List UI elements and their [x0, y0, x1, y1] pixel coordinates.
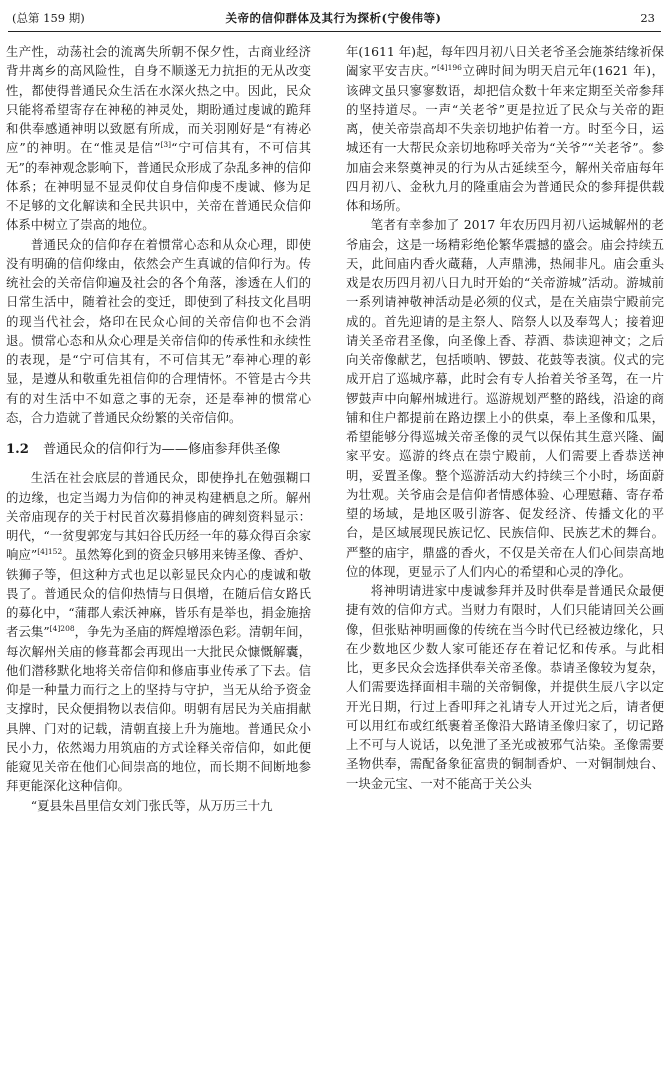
paragraph: 笔者有幸参加了 2017 年农历四月初八运城解州的老爷庙会，这是一场精彩绝伦繁华震撼的盛会。庙会持续五天，此间庙内香火蔵藉，人声鼎沸，热闹非凡。庙会重头戏是农历四月初八日九时开始的“关帝游城”活动。游城前一系列请神敬神活动是必须的仪式，是在关庙崇宁殿前完成的。首先迎请的是主祭人、陪祭人以及奉驾人；接着迎请关圣帝君圣像，向圣像上香、荐酒、恭读迎神文；之后向关帝像献艺，包括唢呐、锣鼓、花鼓等表演。仪式的完成开启了巡城序幕，此时会有专人抬着关爷圣驾，在一片锣鼓声中向解州城进行。巡游规划严整的路线，沿途的商铺和住户都提前在路边摆上小的供桌，奉上圣像和瓜果，希望能够分得巡城关帝圣像的灵气以保佑其生意兴隆、阖家平安。巡游的终点在崇宁殿前，人们需要上香恭送神明，妥置圣像。整个巡游活动大约持续三个小时，场面蔚为壮观。关爷庙会是信仰者情感体验、心理慰藉、寄存希望的场域，是地区吸引游客、促发经济、传播文化的平台，是区域展现民族记忆、民族信仰、民族艺术的舞台。严整的庙宇，鼎盛的香火，不仅是关帝在人们心间崇高地位的体现，更显示了人们内心的希望和心灵的净化。	[346, 217, 664, 579]
running-title: 关帝的信仰群体及其行为探析(宁俊伟等)	[225, 11, 442, 25]
text: 。虽然筹化到的资金只够用来铸圣像、香炉、铁狮子等，但这种方式也足以彰显民众内心的虔诚和敬畏了。普通民众的信仰热情与日俱增，在随后信女路氏的募化中，“蒲郡人索沃神麻，皆乐有是举也，捐金施捨者云集”	[6, 547, 311, 640]
right-column	[346, 42, 664, 793]
citation: [4]152	[37, 547, 63, 557]
text: 立碑时间为明天启元年(1621 年)，该碑文虽只寥寥数语，却把信众数十年来定期至关帝参拜的坚持道尽。一声“关老爷”更是拉近了民众与关帝的距离，使关帝崇高却不失亲切地护佑着一方。时至今日，运城还有一大帮民众亲切地称呼关帝为“关爷”“关老爷”。参加庙会来祭奠神灵的行为从古延续至今，解州关帝庙每年四月初八、金秋九月的隆重庙会为普通民众的参拜提供载体和场所。	[346, 63, 664, 213]
citation: [4]196	[436, 63, 462, 73]
paragraph	[6, 468, 311, 795]
running-header	[12, 7, 655, 29]
page-number: 23	[640, 11, 655, 25]
section-title: 普通民众的信仰行为——修庙参拜供圣像	[42, 442, 281, 457]
text: 年(1611 年)起，每年四月初八日关老爷圣会施茶结缘祈保阖家平安吉庆。”	[346, 44, 664, 79]
paragraph: “夏县朱昌里信女刘门张氏等，从万历三十九	[30, 797, 273, 813]
citation: [3]	[160, 140, 172, 150]
text: ，争先为圣庙的辉煌增添色彩。清朝年间，每次解州关庙的修葺都会再现出一大批民众慷慨解囊，他们潜移默化地将关帝信仰和修庙事业传承了下去。信仰是一种量力而行之上的坚持与守护，当无从给予资金支撑时，民众便捐物以表信仰。明朝有居民为关庙捐献具牌、门对的记载，清朝直接上升为施地。普通民众小民小力，依然竭力用筑庙的方式诠释关帝信仰，如此便能窥见关帝在他们心间崇高的地位，而长期不间断地参拜更能深化这种信仰。	[6, 624, 312, 794]
text: 生活在社会底层的普通民众，即使挣扎在勉强糊口的边缘，也定当竭力为信仰的神灵构建栖息之所。解州关帝庙现存的关于村民首次募捐修庙的碑刻资料显示：明代，“一贫叟郭宠与其妇谷氏历经一年的募众得百余家响应”	[6, 470, 311, 563]
left-column	[6, 42, 311, 815]
paragraph	[346, 42, 664, 215]
paragraph	[6, 42, 311, 235]
paragraph: 将神明请进家中虔诚参拜并及时供奉是普通民众最便捷有效的信仰方式。当财力有限时，人们只能请回关公画像，但张贴神明画像的传统在当今时代已经被边缘化，只在少数地区少数人家可能还存在着记忆和传承。与此相比，更多民众会选择供奉关帝圣像。恭请圣像较为复杂，人们需要选择面相丰瑞的关帝铜像，并提供生辰八字以定开光日期，行过上香叩拜之礼请专人开过光之后，请者便可以用红布或红纸裹着圣像沿大路请圣像归家了，切记路上不可与人说话，以免泄了圣光或被邪气沾染。圣像需要圣物供奉，需配备象征富贵的铜制香炉、一对铜制烛台、一块金元宝、一对不能高于关公头	[346, 583, 664, 791]
header-rule	[8, 31, 661, 32]
issue-number: (总第 159 期)	[12, 11, 85, 25]
text: “宁可信其有，不可信其无”的奉神观念影响下，普通民众形成了杂乱多神的信仰体系；在神明显不显灵仰仗自身信仰虔不虔诚、修为足不足够的文化解读和全民共识中，关帝在普通民众信仰体系中树立了崇高的地位。	[6, 140, 311, 233]
citation: [4]208	[49, 624, 75, 634]
section-heading	[6, 440, 311, 459]
paragraph: 普通民众的信仰存在着惯常心态和从众心理，即使没有明确的信仰缘由，依然会产生真诚的信仰行为。传统社会的关帝信仰遍及社会的各个角落，渗透在人们的日常生活中，随着社会的变迁，即使到了科技文化昌明的现当代社会，烙印在民众心间的关帝信仰也不会消退。惯常心态和从众心理是关帝信仰的传承性和永续性的表现，是“宁可信其有，不可信其无”奉神心理的彰显，是遵从和敬重先祖信仰的合理情怀。不管是古今共有的对生活中不如意之事的无奈，还是奉神的惯常心态，合力造就了普通民众纷繁的关帝信仰。	[6, 236, 311, 425]
section-number: 1.2	[6, 442, 29, 457]
text: 生产性，动荡社会的流离失所朝不保夕性，古商业经济背井离乡的高风险性，自身不顺遂无力抗拒的无从改变性，都使得普通民众生活在水深火热之中。因此，民众只能将希望寄存在神秘的神灵处，期盼通过虔诚的跪拜和供奉感通神明以致愿有所成，而关羽刚好是“有祷必应”的神明。在“惟灵是信”	[6, 44, 311, 156]
